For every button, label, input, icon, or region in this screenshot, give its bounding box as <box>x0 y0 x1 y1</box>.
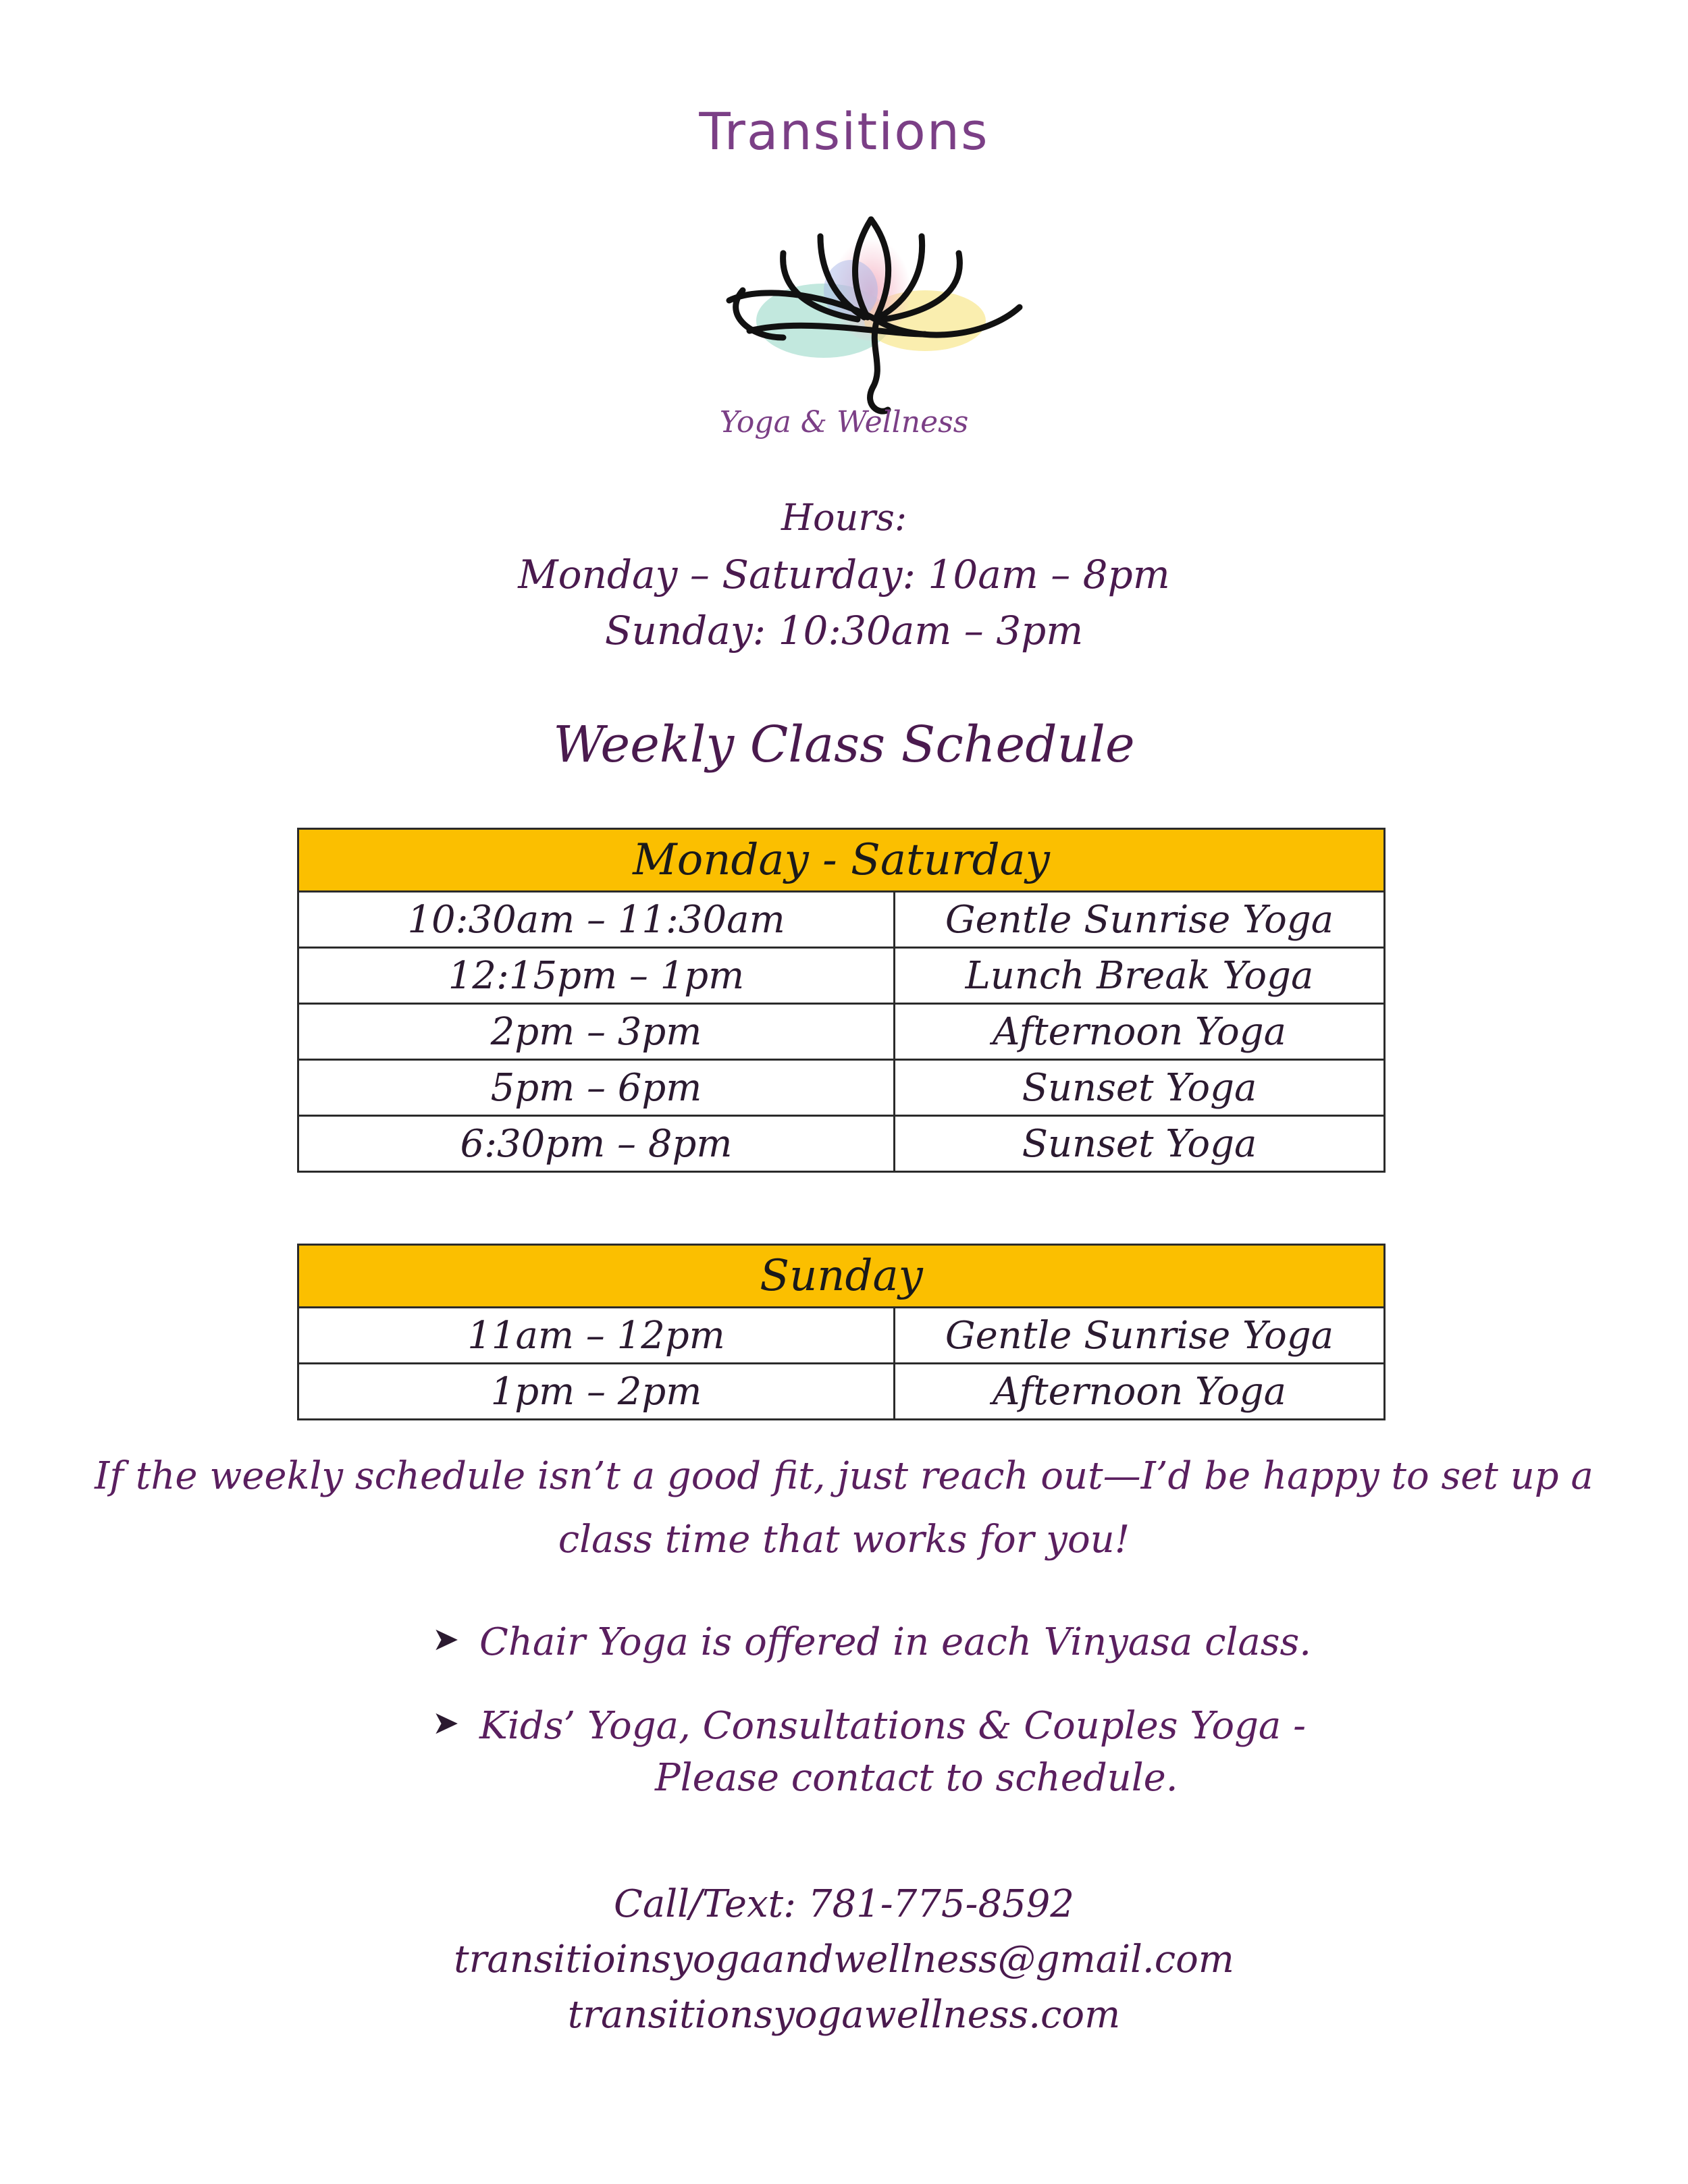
custom-schedule-note <box>0 1445 1688 1572</box>
class-name: Lunch Break Yoga <box>895 948 1385 1004</box>
class-time: 12:15pm – 1pm <box>298 948 895 1004</box>
table-row <box>298 1116 1385 1172</box>
contact-block <box>0 1877 1688 2043</box>
table-row <box>298 1308 1385 1364</box>
hours-sunday: Sunday: 10:30am – 3pm <box>604 608 1084 654</box>
list-item <box>432 1620 1311 1664</box>
schedule-title: Weekly Class Schedule <box>553 716 1135 774</box>
website-link[interactable]: transitionsyogawellness.com <box>567 1993 1121 2037</box>
table-row <box>298 1004 1385 1060</box>
table-row <box>298 948 1385 1004</box>
lotus-icon <box>702 172 1040 429</box>
table-row <box>298 1060 1385 1116</box>
brand-name: Transitions <box>699 101 989 161</box>
class-name: Afternoon Yoga <box>895 1004 1385 1060</box>
brand-tagline: Yoga & Wellness <box>719 405 969 440</box>
mon-sat-schedule-table <box>297 828 1386 1173</box>
list-item-text: Chair Yoga is offered in each Vinyasa class. <box>479 1620 1312 1664</box>
class-time: 6:30pm – 8pm <box>298 1116 895 1172</box>
class-name: Sunset Yoga <box>895 1060 1385 1116</box>
phone-number[interactable]: 781-775-8592 <box>808 1882 1074 1926</box>
phone-label: Call/Text: <box>614 1882 797 1926</box>
class-time: 10:30am – 11:30am <box>298 892 895 948</box>
class-time: 2pm – 3pm <box>298 1004 895 1060</box>
note-line: If the weekly schedule isn’t a good fit, just reach out—I’d be happy to set up a <box>95 1454 1593 1498</box>
list-item-text: Please contact to schedule. <box>655 1756 1178 1800</box>
hours-label: Hours: <box>781 496 907 539</box>
phone-line <box>0 1877 1688 1932</box>
table-row <box>298 1364 1385 1420</box>
email-link[interactable]: transitioinsyogaandwellness@gmail.com <box>454 1938 1234 1981</box>
arrowhead-bullet-icon: ➤ <box>432 1704 460 1742</box>
class-name: Gentle Sunrise Yoga <box>895 1308 1385 1364</box>
list-item <box>432 1704 1371 1800</box>
mon-sat-heading: Monday - Saturday <box>298 829 1385 892</box>
table-row <box>298 892 1385 948</box>
hours-weekday: Monday – Saturday: 10am – 8pm <box>518 552 1170 597</box>
class-time: 1pm – 2pm <box>298 1364 895 1420</box>
list-item-text: Kids’ Yoga, Consultations & Couples Yoga - <box>479 1704 1307 1748</box>
sunday-heading: Sunday <box>298 1245 1385 1308</box>
class-name: Sunset Yoga <box>895 1116 1385 1172</box>
class-name: Gentle Sunrise Yoga <box>895 892 1385 948</box>
note-line: class time that works for you! <box>558 1518 1130 1562</box>
class-name: Afternoon Yoga <box>895 1364 1385 1420</box>
arrowhead-bullet-icon: ➤ <box>432 1620 460 1658</box>
class-time: 5pm – 6pm <box>298 1060 895 1116</box>
class-time: 11am – 12pm <box>298 1308 895 1364</box>
sunday-schedule-table <box>297 1244 1386 1420</box>
